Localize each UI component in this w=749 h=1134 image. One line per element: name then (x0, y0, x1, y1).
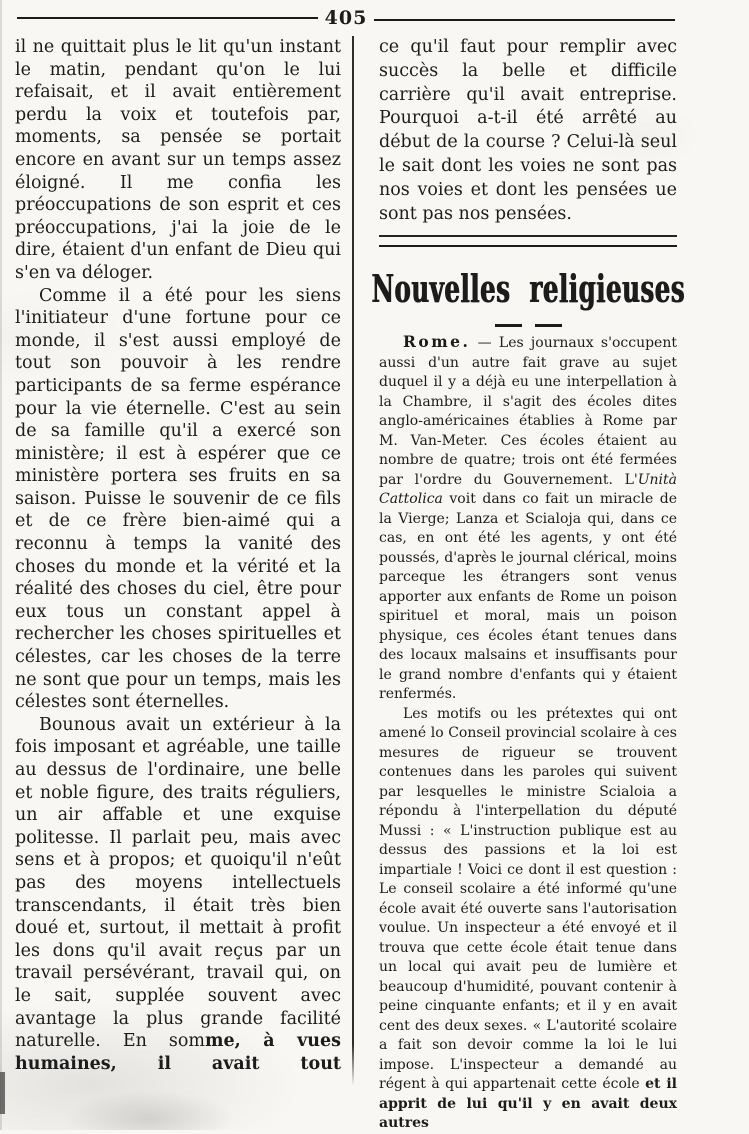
article-dateline: Rome. (403, 332, 471, 352)
dateline-dash: — (470, 335, 499, 352)
right-column (371, 36, 685, 1134)
paragraph-text: Bounous avait un extérieur à la fois imposant et agréable, une taille au dessus de l'ordinaire, une belle et noble figure, des traits réguliers, un air affable et une exquise politesse. Il parlait peu, mais avec sens et à propos; et quoiqu'il n'eût pas des moyens intellectuels transcendants, il était très bien doué et, surtout, il mettait à profit les dons qu'il avait reçus par un travail persévérant, travail qui, on le sait, supplée souvent avec avantage la plus grande facilité naturelle. En som (15, 714, 341, 1052)
paragraph-obituary-1: il ne quittait plus le lit qu'un instant le matin, pendant qu'on le lui refaisait, et il avait entièrement perdu la voix et toutefois par, moments, sa pensée se portait encore en avant sur un temps assez éloigné. Il me confia les préoccupations de son esprit et ces préoccupations, j'ai la joie de le dire, étaient d'un enfant de Dieu qui s'en va déloger. (15, 37, 341, 283)
article-rome (379, 332, 677, 705)
paragraph-text-heavy-ink: me, à vues humaines, il avait tout (15, 1031, 341, 1074)
article-text: Les journaux s'occupent aussi d'un autre fait grave au sujet duquel il y a déjà eu une interpellation à la Chambre, il s'agit des écoles dites anglo-américaines établies à Rome par M. Van-Meter. Ces écoles étaient au nombre de quatre; trois ont été fermées par l'ordre du Gouvernement. L' (379, 335, 677, 488)
page-number: 405 (324, 7, 368, 29)
section-headline: Nouvelles religieuses (371, 265, 685, 311)
section-separator-rule (379, 235, 677, 247)
article-text: voit dans co fait un miracle de la Vierge; Lanza et Scialoja qui, dans ce cas, en ont été les agents, y ont été poussés, d'après le journal clérical, moins parceque les étrangers sont venus apporter aux enfants de Rome un poison spirituel et moral, mais un poison physique, ces écoles étant tenues dans des locaux malsains et insuffisants pour le grand nombre d'enfants qui y étaient renfermés. (379, 491, 677, 703)
article-motifs (379, 705, 677, 1134)
article-text: Les motifs ou les prétextes qui ont amené lo Conseil provincial scolaire à ces mesures de rigueur se trouvent contenues dans les paroles qui suivent par lesquelles le ministre Scialoia a répondu à l'interpellation du député Mussi : « L'instruction publique est au dessus des passions et la loi est impartiale ! Voici ce dont il est question : Le conseil scolaire a été informé qu'une école avait été ouverte sans l'autorisation voulue. Un inspecteur a été envoyé et il trouva que cette école était tenue dans un local qui avait peu de lumière et beaucoup d'humidité, pouvant contenir à peine cinquante enfants; et il y en avait cent des deux sexes. « L'autorité scolaire a fait son devoir comme la loi le lui impose. L'inspecteur a demandé au régent à qui appartenait cette école (379, 705, 677, 1093)
article-text-heavy-ink: et il apprit de lui qu'il y en avait deux autres (379, 1076, 677, 1132)
paragraph-obituary-3 (15, 714, 341, 1076)
header-rule-right (374, 19, 675, 21)
header-rule-left (17, 17, 318, 19)
left-column (15, 36, 341, 1075)
scan-edge-shadow (0, 0, 2, 1130)
journal-title-italic: Unità Cattolica (379, 471, 677, 508)
column-divider-rule (352, 36, 354, 1086)
page-header (17, 5, 675, 31)
paragraph-obituary-end: ce qu'il faut pour remplir avec succès la belle et difficile carrière qu'il avait entreprise. Pourquoi a-t-il été arrêté au début de la course ? Celui-là seul le sait dont les voies ne sont pas nos voies et dont les pensées ue sont pas nos pensées. (379, 37, 677, 224)
paragraph-obituary-2: Comme il a été pour les siens l'initiateur d'une fortune pour ce monde, il s'est aussi employé de tout son pouvoir à les rendre participants de sa ferme espérance pour la vie éternelle. C'est au sein de sa famille qu'il a exercé son ministère; il est à espérer que ce ministère portera ses fruits en sa saison. Puisse le souvenir de ce fils et de ce frère bien-aimé qui a reconnu à temps la vanité des choses du monde et la vérité et la réalité des choses du ciel, être pour eux tous un constant appel à rechercher les choses spirituelles et célestes, car les choses de la terre ne sont que pour un temps, mais les célestes sont éternelles. (15, 285, 341, 713)
